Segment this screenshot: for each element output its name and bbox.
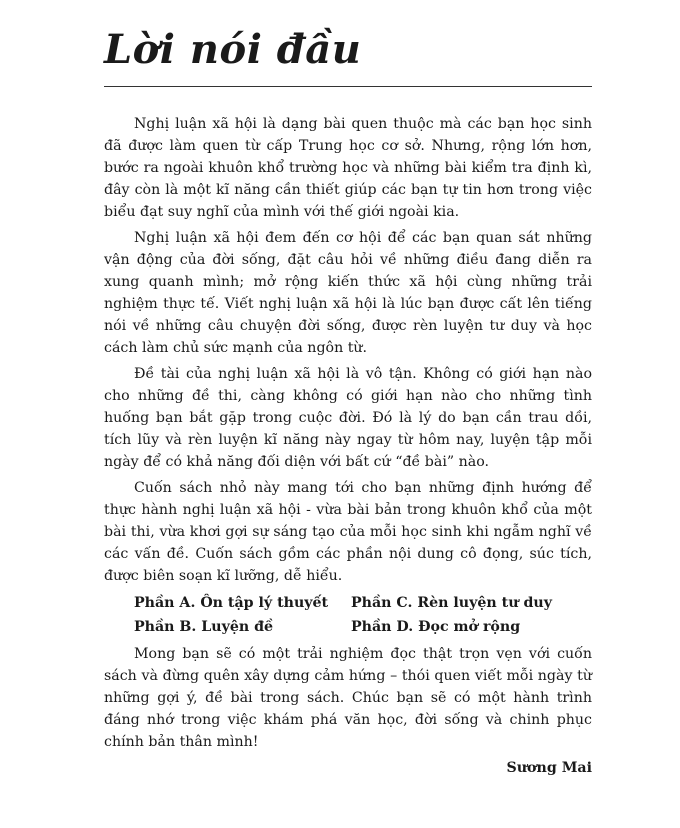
- paragraph: Nghị luận xã hội là dạng bài quen thuộc mà các bạn học sinh đã được làm quen từ cấp Trung học cơ sở. Nhưng, rộng lớn hơn, bước ra ngoài khuôn khổ trường học và những bài kiểm tra định kì, đây còn là một kĩ năng cần thiết giúp các bạn tự tin hơn trong việc biểu đạt suy nghĩ của mình với thế giới ngoài kia.: [104, 116, 592, 220]
- book-parts-list: [104, 591, 592, 639]
- closing-paragraph: Mong bạn sẽ có một trải nghiệm đọc thật trọn vẹn với cuốn sách và đừng quên xây dựng cảm hứng – thói quen viết mỗi ngày từ những gợi ý, đề bài trong sách. Chúc bạn sẽ có một hành trình đáng nhớ trong việc khám phá văn học, đời sống và chinh phục chính bản thân mình!: [104, 646, 592, 750]
- paragraph: Cuốn sách nhỏ này mang tới cho bạn những định hướng để thực hành nghị luận xã hội - vừa bài bản trong khuôn khổ của một bài thi, vừa khơi gợi sự sáng tạo của mỗi học sinh khi ngẫm nghĩ về các vấn đề. Cuốn sách gồm các phần nội dung cô đọng, súc tích, được biên soạn kĩ lưỡng, dễ hiểu.: [104, 480, 592, 584]
- page-title: Lời nói đầu: [104, 26, 362, 73]
- paragraph: Nghị luận xã hội đem đến cơ hội để các bạn quan sát những vận động của đời sống, đặt câu hỏi về những điều đang diễn ra xung quanh mình; mở rộng kiến thức xã hội cùng những trải nghiệm thực tế. Viết nghị luận xã hội là lúc bạn được cất lên tiếng nói về những câu chuyện đời sống, được rèn luyện tư duy và học cách làm chủ sức mạnh của ngôn từ.: [104, 230, 592, 356]
- part-b-label: Phần B. Luyện đề: [134, 619, 274, 635]
- document-page: [104, 0, 592, 779]
- paragraph: Đề tài của nghị luận xã hội là vô tận. Không có giới hạn nào cho những đề thi, càng không có giới hạn nào cho những tình huống bạn bắt gặp trong cuộc đời. Đó là lý do bạn cần trau dồi, tích lũy và rèn luyện kĩ năng này ngay từ hôm nay, luyện tập mỗi ngày để có khả năng đối diện với bất cứ “đề bài” nào.: [104, 366, 592, 470]
- author-signature: Sương Mai: [506, 760, 592, 776]
- part-c-label: Phần C. Rèn luyện tư duy: [351, 595, 552, 611]
- part-d-label: Phần D. Đọc mở rộng: [351, 619, 521, 635]
- document-body: [104, 113, 592, 779]
- part-a-label: Phần A. Ôn tập lý thuyết: [134, 595, 329, 611]
- title-divider: [104, 86, 592, 87]
